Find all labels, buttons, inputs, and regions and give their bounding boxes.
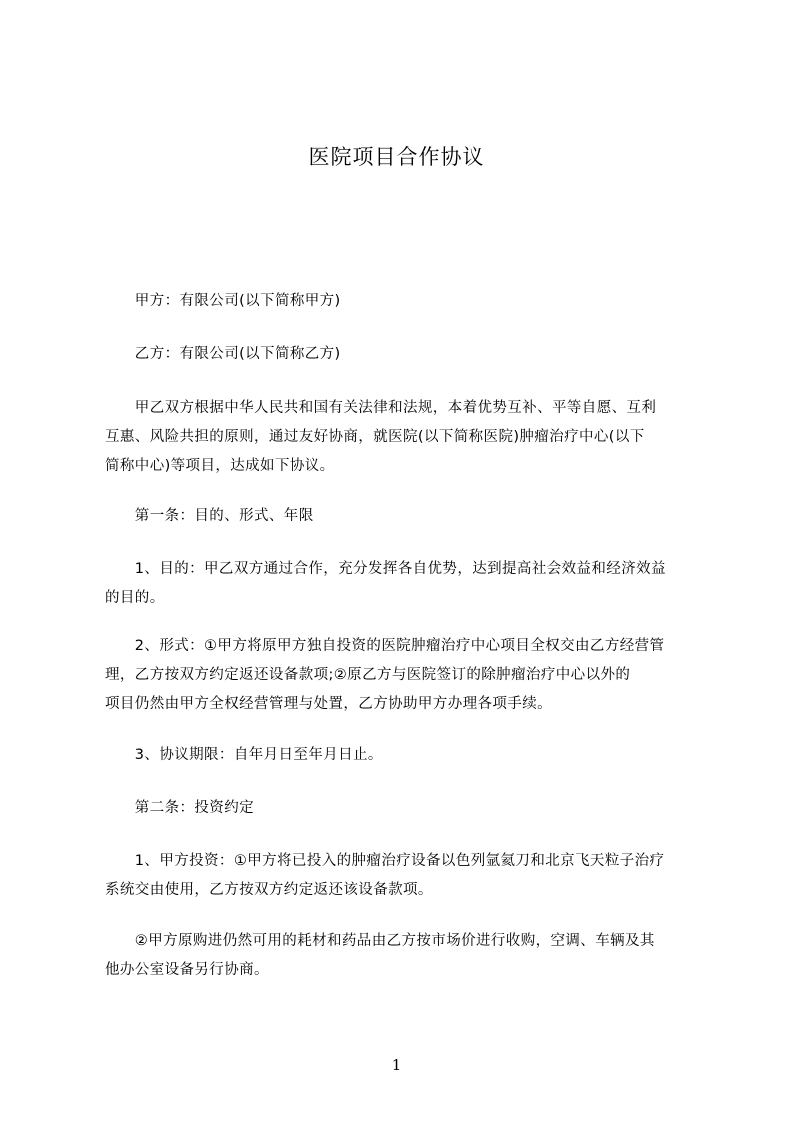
text-line: 的目的。 xyxy=(105,590,165,606)
text-line: 系统交由使用，乙方按双方约定返还该设备款项。 xyxy=(105,882,433,898)
text-line: 互惠、风险共担的原则，通过友好协商，就医院(以下简称医院)肿瘤治疗中心(以下 xyxy=(105,429,645,445)
paragraph-preamble xyxy=(105,394,705,481)
article-2-heading xyxy=(105,794,705,823)
paragraph-consumables xyxy=(105,927,705,985)
document-title: 医院项目合作协议 xyxy=(308,145,485,169)
paragraph-party-b xyxy=(105,340,705,369)
text-line: 3、协议期限：自年月日至年月日止。 xyxy=(105,747,383,763)
paragraph-party-a-investment xyxy=(105,847,705,905)
paragraph-term xyxy=(105,741,705,770)
text-line: 他办公室设备另行协商。 xyxy=(105,962,269,978)
text-line: 第一条：目的、形式、年限 xyxy=(105,508,314,524)
text-line: 1、目的：甲乙双方通过合作，充分发挥各自优势，达到提高社会效益和经济效益 xyxy=(105,561,666,577)
text-line: 2、形式：①甲方将原甲方独自投资的医院肿瘤治疗中心项目全权交由乙方经营管 xyxy=(105,638,665,654)
text-line: 简称中心)等项目，达成如下协议。 xyxy=(105,458,335,474)
text-line: 甲方：有限公司(以下简称甲方) xyxy=(105,293,341,309)
text-line: 理，乙方按双方约定返还设备款项;②原乙方与医院签订的除肿瘤治疗中心以外的 xyxy=(105,667,631,683)
text-line: 甲乙双方根据中华人民共和国有关法律和法规，本着优势互补、平等自愿、互利 xyxy=(105,400,657,416)
page-number: 1 xyxy=(391,1056,402,1074)
text-line: 乙方：有限公司(以下简称乙方) xyxy=(105,346,341,362)
paragraph-form xyxy=(105,632,705,719)
article-1-heading xyxy=(105,502,705,531)
paragraph-purpose xyxy=(105,555,705,613)
text-line: 项目仍然由甲方全权经营管理与处置，乙方协助甲方办理各项手续。 xyxy=(105,696,552,712)
text-line: 1、甲方投资：①甲方将已投入的肿瘤治疗设备以色列氩氦刀和北京飞天粒子治疗 xyxy=(105,853,665,869)
text-line: 第二条：投资约定 xyxy=(105,800,254,816)
text-line: ②甲方原购进仍然可用的耗材和药品由乙方按市场价进行收购，空调、车辆及其 xyxy=(105,933,655,949)
paragraph-party-a xyxy=(105,287,705,316)
